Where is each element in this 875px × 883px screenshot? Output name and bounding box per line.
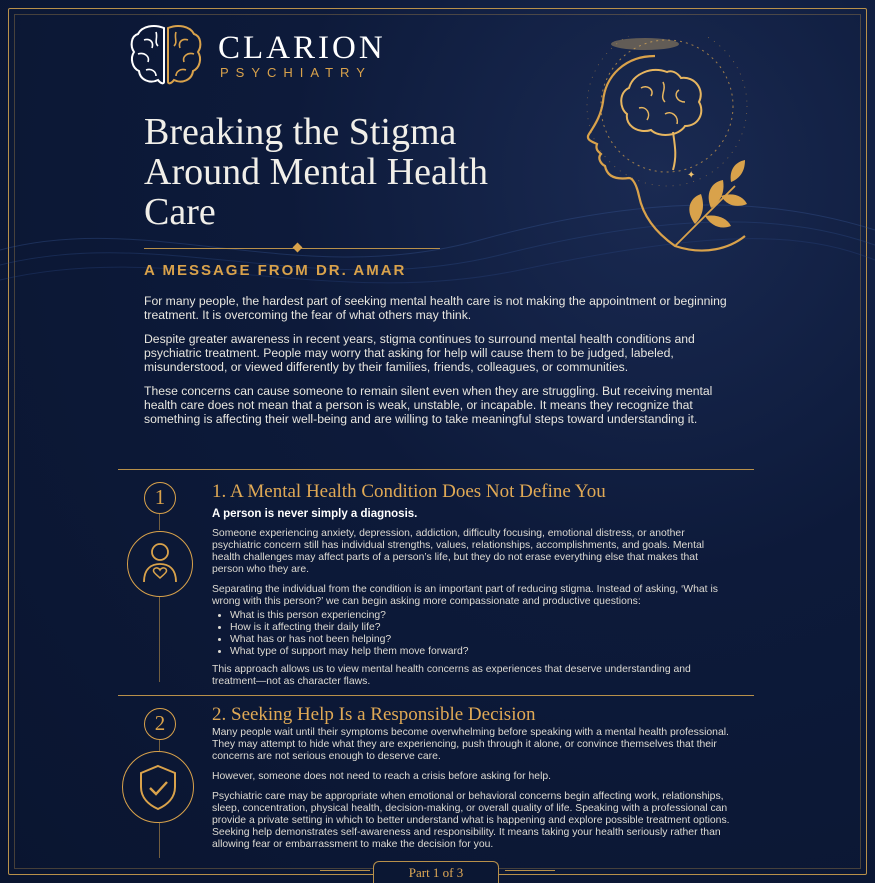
question-list [212,610,732,658]
section-divider [118,695,754,696]
section-1-lead: A person is never simply a diagnosis. [212,508,418,520]
section-paragraph: Seeking help demonstrates self-awareness and responsibility. It means taking your health seriously rather than allowing fear or embarrassment to make the decision for you. [212,827,721,850]
connector-line [159,514,160,530]
brain-logo-icon [128,22,204,88]
list-item: • How is it affecting their daily life? [230,622,732,634]
list-item: • What is this person experiencing? [230,610,732,622]
section-paragraph: This approach allows us to view mental health concerns as experiences that deserve understanding and treatment—not as character flaws. [212,664,691,687]
section-paragraph: Someone experiencing anxiety, depression, addiction, difficulty focusing, emotional distress, or another psychiatric concern still has individual strengths, values, relationships, accomplishments, and goals. Mental health challenges may affect parts of a person’s life, but they do not erase everything else that makes that person who they are. [212,528,705,575]
subtitle: A MESSAGE FROM DR. AMAR [144,262,407,279]
brand [218,30,386,80]
title-divider [144,248,440,249]
section-1-title: 1. A Mental Health Condition Does Not Define You [212,481,606,502]
section-1-body [212,528,732,696]
intro-paragraph: For many people, the hardest part of seeking mental health care is not making the appointment or beginning treatment. It is overcoming the fear of what others may think. [144,294,727,322]
connector-line [159,740,160,751]
footer-ornament [320,870,370,871]
connector-line [159,822,160,858]
brand-name: CLARION [218,30,386,66]
list-item: • What has or has not been helping? [230,634,732,646]
section-number-badge: 1 [144,482,176,514]
intro-paragraph: Despite greater awareness in recent years, stigma continues to surround mental health conditions and psychiatric treatment. People may worry that asking for help will cause them to be judged, labeled, misunderstood, or viewed differently by their families, friends, colleagues, or communities. [144,332,695,374]
list-item: • What type of support may help them move forward? [230,646,732,658]
brand-subtitle: PSYCHIATRY [220,65,372,80]
section-paragraph: Separating the individual from the condition is an important part of reducing stigma. Instead of asking, ‘What is wrong with this person?’ we can begin asking more compassionate and productive questions: [212,584,718,607]
intro-paragraph: These concerns can cause someone to remain silent even when they are struggling. But receiving mental health care does not mean that a person is weak, unstable, or incapable. It means they recognize that something is affecting their well-being and are willing to take meaningful steps toward understanding it. [144,384,713,426]
head-brain-illustration-icon [555,36,755,266]
section-2-body [212,727,732,859]
section-paragraph: However, someone does not need to reach a crisis before asking for help. [212,771,552,782]
section-divider [118,469,754,470]
section-paragraph: Psychiatric care may be appropriate when emotional or behavioral concerns begin affecting work, relationships, sleep, concentration, physical health, decision-making, or overall quality of life. Speaking with a professional can provide a private setting in which to better understand what is happening and explore possible treatment options. [212,791,730,826]
section-2-title: 2. Seeking Help Is a Responsible Decision [212,704,536,725]
section-paragraph: Many people wait until their symptoms become overwhelming before speaking with a mental health professional. They may attempt to hide what they are experiencing, push through it alone, or convince themselves that their concerns are not serious enough to deserve care. [212,727,729,762]
page-title: Breaking the Stigma Around Mental Health Care [144,111,489,233]
page-indicator: Part 1 of 3 [373,861,499,883]
section-number-badge: 2 [144,708,176,740]
connector-line [159,597,160,682]
svg-text:✦: ✦ [687,170,696,181]
logo [128,22,386,88]
footer-ornament [505,870,555,871]
intro-text [144,294,744,436]
shield-check-icon [122,751,194,823]
person-heart-icon [127,531,193,597]
